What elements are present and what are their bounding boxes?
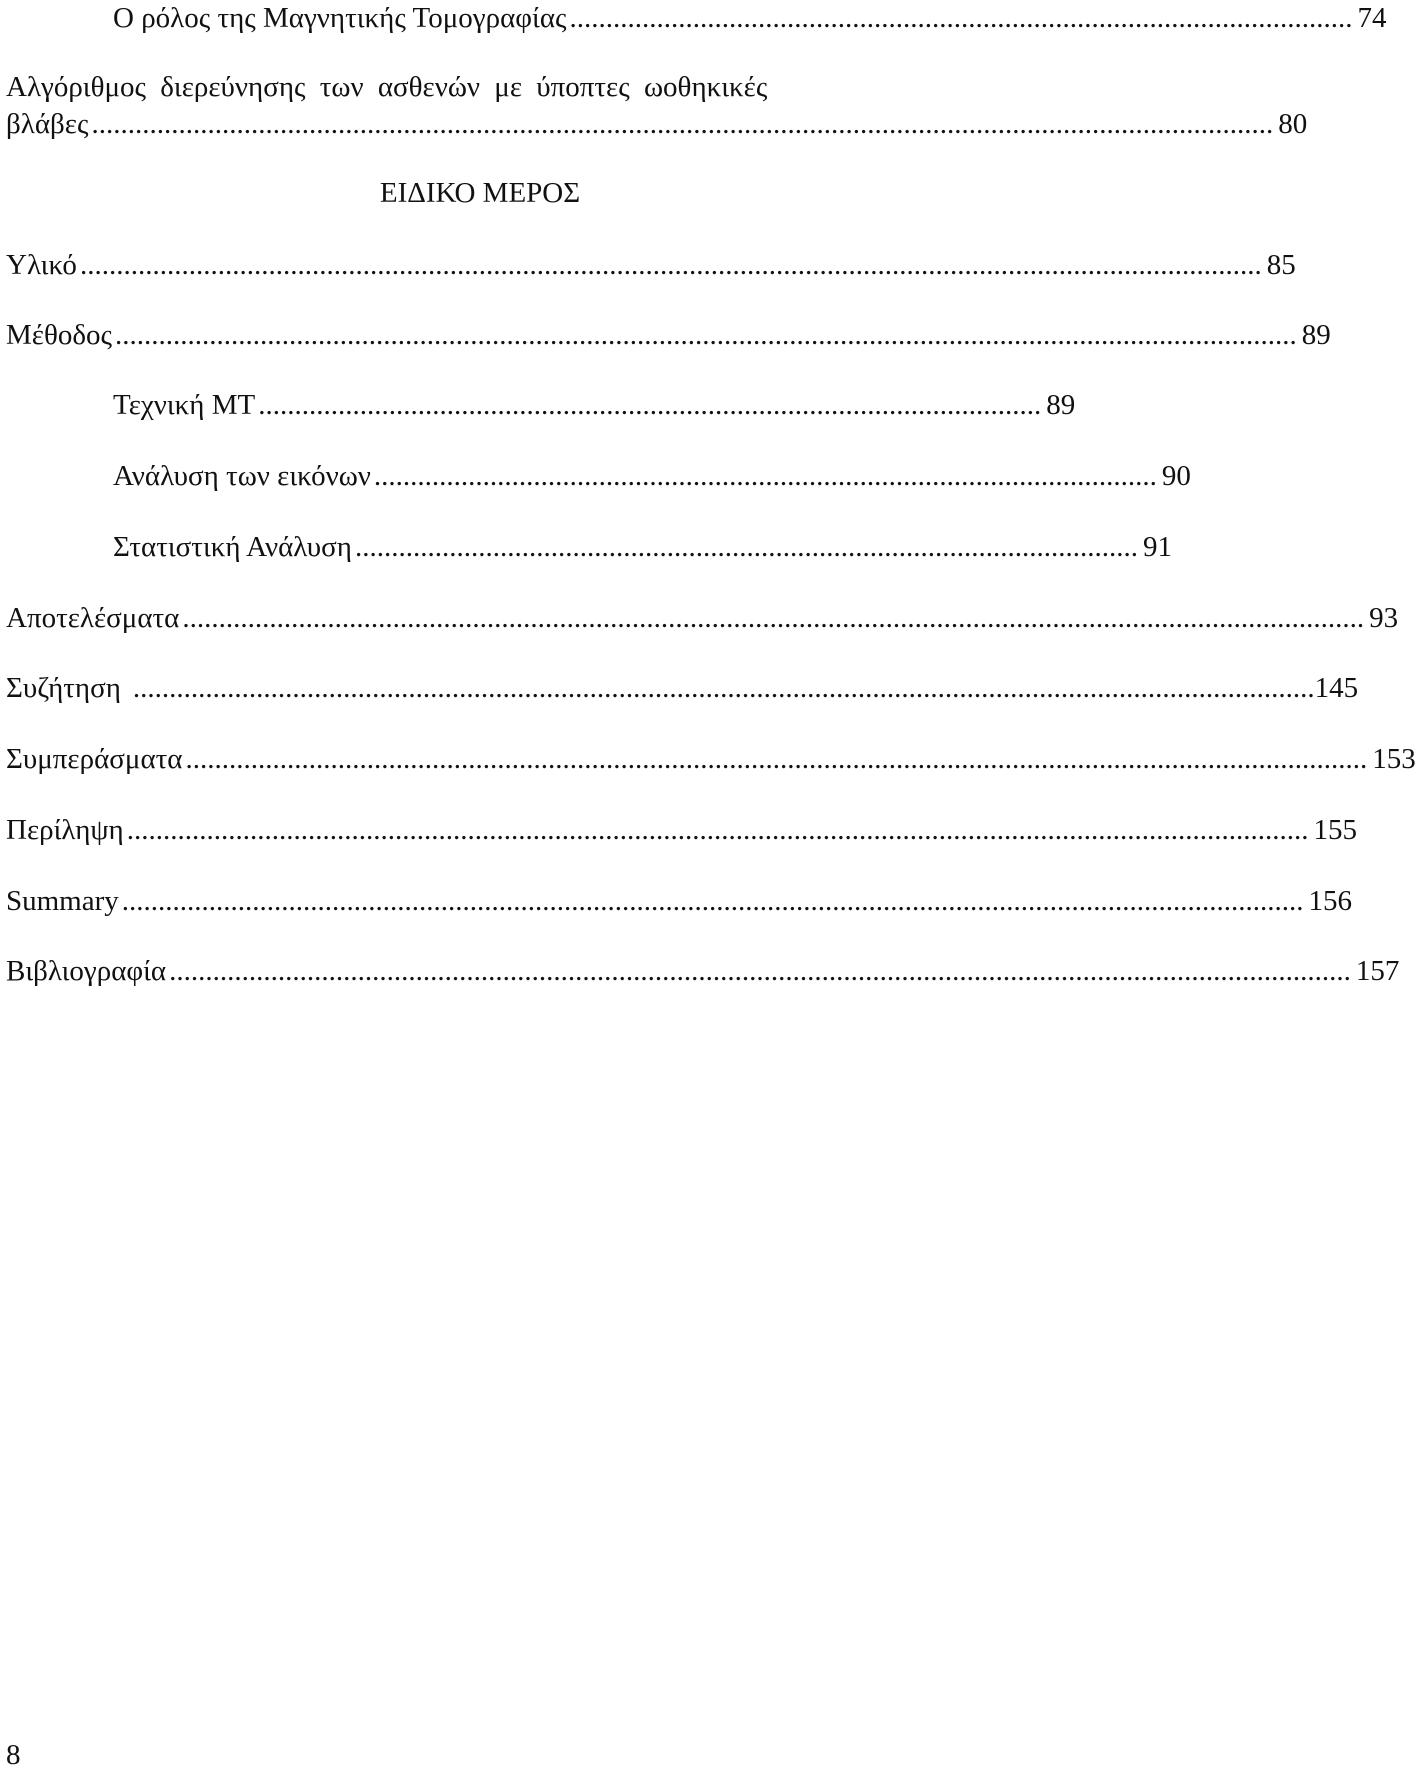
toc-leader-dots: ............................................................................................................ (373, 460, 1157, 492)
toc-entry-page: 89 (1046, 389, 1076, 421)
toc-entry-page: 89 (1301, 319, 1331, 351)
toc-leader-dots: ................................................................................................................................................................... (91, 108, 1274, 140)
toc-entry (6, 953, 1400, 989)
toc-entry (6, 247, 1296, 283)
toc-entry-label: Αποτελέσματα (6, 602, 180, 634)
toc-leader-dots: ............................................................................................................ (258, 389, 1042, 421)
toc-entry-label: Summary (6, 885, 119, 917)
toc-entry-label: Ανάλυση των εικόνων (113, 460, 371, 492)
toc-entry (6, 741, 1416, 777)
toc-entry-label-line2: βλάβες (6, 108, 89, 140)
section-heading: ΕΙΔΙΚΟ ΜΕΡΟΣ (379, 177, 581, 209)
toc-entry-label: Τεχνική ΜΤ (113, 389, 256, 421)
toc-entry-page: 153 (1372, 743, 1416, 775)
toc-entry-label: Βιβλιογραφία (6, 955, 167, 987)
toc-entry (6, 883, 1353, 919)
toc-leader-dots: ................................................................................................................................................................... (132, 672, 1315, 704)
toc-leader-dots: ................................................................................................................................................................... (169, 955, 1351, 987)
toc-entry-page: 90 (1161, 460, 1191, 492)
toc-leader-dots: ................................................................................................................................................................... (115, 319, 1297, 351)
toc-entry (113, 0, 1387, 36)
toc-entry-label: Στατιστική Ανάλυση (113, 531, 352, 563)
toc-entry-page: 74 (1357, 2, 1387, 34)
toc-entry-label-line1: Αλγόριθμος διερεύνησης των ασθενών με ύποπτες ωοθηκικές (6, 71, 768, 103)
toc-entry (6, 812, 1357, 848)
toc-leader-dots: ............................................................................................................ (354, 531, 1138, 563)
toc-leader-dots: ................................................................................................................................................................... (182, 602, 1365, 634)
toc-entry-label: Περίληψη (6, 814, 124, 846)
toc-leader-dots: ................................................................................................................................................................... (126, 814, 1309, 846)
toc-entry-page: 156 (1308, 885, 1353, 917)
toc-entry-wrapped-line1 (6, 69, 947, 105)
toc-entry-page: 80 (1278, 108, 1308, 140)
toc-entry (6, 600, 1399, 636)
toc-entry-label: Συμπεράσματα (6, 743, 183, 775)
toc-entry-page: 145 (1314, 672, 1359, 704)
toc-entry (6, 670, 1359, 706)
toc-leader-dots: ................................................................................................................................................................... (185, 743, 1368, 775)
toc-entry (113, 387, 1076, 423)
toc-entry-page: 155 (1313, 814, 1357, 846)
toc-entry-page: 157 (1355, 955, 1400, 987)
toc-entry-page: 91 (1142, 531, 1172, 563)
toc-entry-label: Συζήτηση (6, 672, 121, 704)
toc-leader-dots: ................................................................................................................................................................... (121, 885, 1304, 917)
toc-entry-label: Μέθοδος (6, 319, 113, 351)
toc-entry (6, 106, 1308, 142)
toc-leader-dots: ............................................................................................................ (569, 2, 1353, 34)
toc-entry (6, 317, 1331, 353)
toc-leader-dots: ................................................................................................................................................................... (79, 249, 1262, 281)
footer-page-number: 8 (6, 1739, 21, 1771)
toc-entry-label: Υλικό (6, 249, 77, 281)
toc-entry (113, 529, 1172, 565)
toc-entry (113, 458, 1191, 494)
toc-entry-page: 93 (1369, 602, 1399, 634)
toc-entry-label: Ο ρόλος της Μαγνητικής Τομογραφίας (113, 2, 567, 34)
toc-entry-page: 85 (1266, 249, 1296, 281)
